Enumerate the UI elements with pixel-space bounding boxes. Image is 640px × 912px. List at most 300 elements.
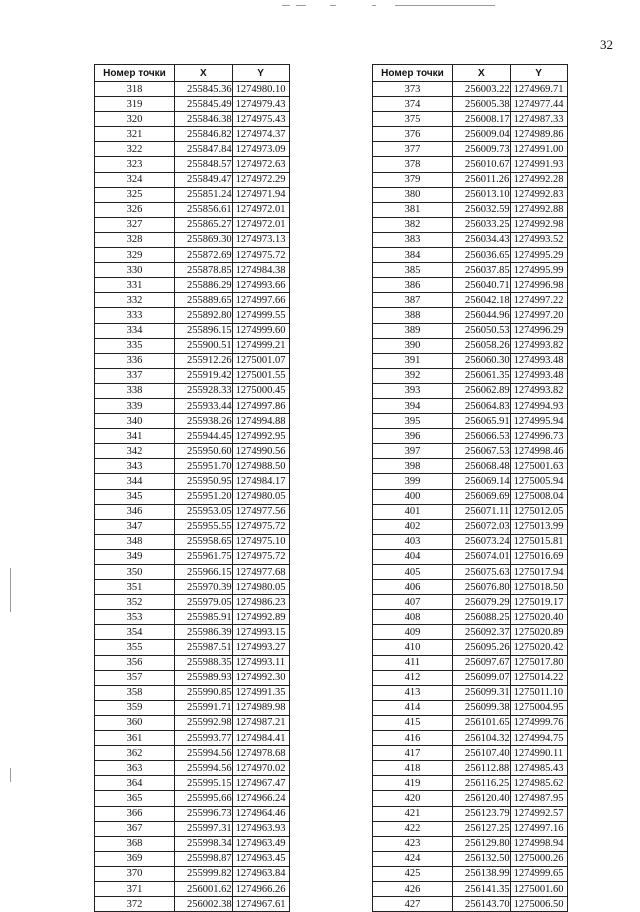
x-coordinate-cell: 256123.79 xyxy=(453,806,511,821)
table-row xyxy=(373,97,568,112)
y-coordinate-cell: 1275008.04 xyxy=(510,489,567,504)
y-coordinate-cell: 1275015.81 xyxy=(510,534,567,549)
table-row xyxy=(95,474,290,489)
y-coordinate-cell: 1274987.95 xyxy=(510,791,567,806)
point-number-cell: 390 xyxy=(373,338,453,353)
y-coordinate-cell: 1275020.89 xyxy=(510,625,567,640)
point-number-cell: 339 xyxy=(95,398,175,413)
y-coordinate-cell: 1274997.20 xyxy=(510,308,567,323)
table-row xyxy=(373,610,568,625)
table-row xyxy=(373,700,568,715)
y-coordinate-cell: 1274987.21 xyxy=(232,715,289,730)
table-row xyxy=(95,580,290,595)
y-coordinate-cell: 1274975.10 xyxy=(232,534,289,549)
y-coordinate-cell: 1274963.84 xyxy=(232,866,289,881)
point-number-cell: 401 xyxy=(373,504,453,519)
y-coordinate-cell: 1274999.76 xyxy=(510,715,567,730)
table-row xyxy=(95,248,290,263)
x-coordinate-cell: 255985.91 xyxy=(175,610,233,625)
y-coordinate-cell: 1275014.22 xyxy=(510,670,567,685)
table-row xyxy=(95,806,290,821)
point-number-cell: 385 xyxy=(373,263,453,278)
x-coordinate-cell: 255896.15 xyxy=(175,323,233,338)
point-number-cell: 408 xyxy=(373,610,453,625)
point-number-cell: 387 xyxy=(373,293,453,308)
y-coordinate-cell: 1274971.94 xyxy=(232,187,289,202)
point-number-cell: 411 xyxy=(373,655,453,670)
point-number-cell: 327 xyxy=(95,217,175,232)
table-row xyxy=(95,655,290,670)
y-coordinate-cell: 1275000.26 xyxy=(510,851,567,866)
x-coordinate-cell: 256129.80 xyxy=(453,836,511,851)
point-number-cell: 366 xyxy=(95,806,175,821)
point-number-cell: 369 xyxy=(95,851,175,866)
point-number-cell: 417 xyxy=(373,746,453,761)
table-row xyxy=(373,323,568,338)
point-number-cell: 345 xyxy=(95,489,175,504)
y-coordinate-cell: 1274972.01 xyxy=(232,217,289,232)
point-number-cell: 323 xyxy=(95,157,175,172)
x-coordinate-cell: 256040.71 xyxy=(453,278,511,293)
table-row xyxy=(95,670,290,685)
point-number-cell: 367 xyxy=(95,821,175,836)
point-number-cell: 328 xyxy=(95,232,175,247)
point-number-cell: 362 xyxy=(95,746,175,761)
table-row xyxy=(95,459,290,474)
table-row xyxy=(373,685,568,700)
point-number-cell: 399 xyxy=(373,474,453,489)
y-coordinate-cell: 1274994.75 xyxy=(510,731,567,746)
x-coordinate-cell: 255912.26 xyxy=(175,353,233,368)
x-coordinate-cell: 256099.31 xyxy=(453,685,511,700)
y-coordinate-cell: 1274966.26 xyxy=(232,881,289,896)
table-row xyxy=(373,263,568,278)
table-row xyxy=(373,851,568,866)
point-number-cell: 338 xyxy=(95,383,175,398)
x-coordinate-cell: 255953.05 xyxy=(175,504,233,519)
point-number-cell: 355 xyxy=(95,640,175,655)
x-coordinate-cell: 256092.37 xyxy=(453,625,511,640)
point-number-cell: 382 xyxy=(373,217,453,232)
x-coordinate-cell: 256034.43 xyxy=(453,232,511,247)
y-coordinate-cell: 1274994.88 xyxy=(232,414,289,429)
scan-left-margin-dash xyxy=(10,768,11,782)
y-coordinate-cell: 1274991.00 xyxy=(510,142,567,157)
y-coordinate-cell: 1275001.63 xyxy=(510,459,567,474)
table-row xyxy=(373,444,568,459)
point-number-cell: 335 xyxy=(95,338,175,353)
table-row xyxy=(373,881,568,896)
x-coordinate-cell: 255995.66 xyxy=(175,791,233,806)
point-number-cell: 365 xyxy=(95,791,175,806)
table-row xyxy=(373,580,568,595)
point-number-cell: 342 xyxy=(95,444,175,459)
x-coordinate-cell: 255998.34 xyxy=(175,836,233,851)
table-row xyxy=(373,474,568,489)
y-coordinate-cell: 1274984.38 xyxy=(232,263,289,278)
y-coordinate-cell: 1274984.41 xyxy=(232,731,289,746)
point-number-cell: 375 xyxy=(373,112,453,127)
table-row xyxy=(373,459,568,474)
x-coordinate-cell: 255848.57 xyxy=(175,157,233,172)
y-coordinate-cell: 1275001.60 xyxy=(510,881,567,896)
y-coordinate-cell: 1274963.49 xyxy=(232,836,289,851)
y-coordinate-cell: 1274992.30 xyxy=(232,670,289,685)
y-coordinate-cell: 1275020.40 xyxy=(510,610,567,625)
table-row xyxy=(95,308,290,323)
x-coordinate-cell: 256065.91 xyxy=(453,414,511,429)
point-number-cell: 354 xyxy=(95,625,175,640)
x-coordinate-cell: 255951.70 xyxy=(175,459,233,474)
point-number-cell: 392 xyxy=(373,368,453,383)
y-coordinate-cell: 1274964.46 xyxy=(232,806,289,821)
point-number-cell: 402 xyxy=(373,519,453,534)
table-row xyxy=(373,595,568,610)
point-number-cell: 403 xyxy=(373,534,453,549)
coordinates-table-left xyxy=(94,64,290,912)
y-coordinate-cell: 1274989.86 xyxy=(510,127,567,142)
x-coordinate-cell: 256097.67 xyxy=(453,655,511,670)
point-number-cell: 425 xyxy=(373,866,453,881)
y-coordinate-cell: 1274993.52 xyxy=(510,232,567,247)
table-row xyxy=(373,248,568,263)
point-number-cell: 414 xyxy=(373,700,453,715)
point-number-cell: 416 xyxy=(373,731,453,746)
table-row xyxy=(373,821,568,836)
y-coordinate-cell: 1274993.48 xyxy=(510,368,567,383)
y-coordinate-cell: 1274994.93 xyxy=(510,398,567,413)
y-coordinate-cell: 1275016.69 xyxy=(510,549,567,564)
x-coordinate-cell: 256064.83 xyxy=(453,398,511,413)
table-row xyxy=(373,112,568,127)
point-number-cell: 361 xyxy=(95,731,175,746)
x-coordinate-cell: 256079.29 xyxy=(453,595,511,610)
x-coordinate-cell: 255990.85 xyxy=(175,685,233,700)
x-coordinate-cell: 255847.84 xyxy=(175,142,233,157)
point-number-cell: 322 xyxy=(95,142,175,157)
y-coordinate-cell: 1274984.17 xyxy=(232,474,289,489)
point-number-cell: 404 xyxy=(373,549,453,564)
point-number-cell: 413 xyxy=(373,685,453,700)
point-number-cell: 398 xyxy=(373,459,453,474)
point-number-cell: 393 xyxy=(373,383,453,398)
table-row xyxy=(95,444,290,459)
point-number-cell: 396 xyxy=(373,429,453,444)
x-coordinate-cell: 255996.73 xyxy=(175,806,233,821)
table-row xyxy=(373,655,568,670)
point-number-cell: 383 xyxy=(373,232,453,247)
point-number-cell: 334 xyxy=(95,323,175,338)
point-number-cell: 412 xyxy=(373,670,453,685)
table-row xyxy=(95,504,290,519)
y-coordinate-cell: 1274997.16 xyxy=(510,821,567,836)
y-coordinate-cell: 1275017.94 xyxy=(510,565,567,580)
x-coordinate-cell: 256010.67 xyxy=(453,157,511,172)
table-row xyxy=(373,836,568,851)
table-row xyxy=(95,776,290,791)
y-coordinate-cell: 1274996.98 xyxy=(510,278,567,293)
x-coordinate-cell: 256099.38 xyxy=(453,700,511,715)
table-row xyxy=(373,127,568,142)
table-header-row xyxy=(95,65,290,82)
y-coordinate-cell: 1275013.99 xyxy=(510,519,567,534)
point-number-cell: 319 xyxy=(95,97,175,112)
y-coordinate-cell: 1274992.83 xyxy=(510,187,567,202)
x-coordinate-cell: 256062.89 xyxy=(453,383,511,398)
x-coordinate-cell: 255851.24 xyxy=(175,187,233,202)
table-row xyxy=(95,293,290,308)
y-coordinate-cell: 1274987.33 xyxy=(510,112,567,127)
point-number-cell: 395 xyxy=(373,414,453,429)
x-coordinate-cell: 255961.75 xyxy=(175,549,233,564)
table-row xyxy=(373,565,568,580)
table-row xyxy=(373,187,568,202)
x-coordinate-cell: 256033.25 xyxy=(453,217,511,232)
point-number-cell: 360 xyxy=(95,715,175,730)
y-coordinate-cell: 1274973.09 xyxy=(232,142,289,157)
y-coordinate-cell: 1274992.88 xyxy=(510,202,567,217)
table-row xyxy=(373,489,568,504)
point-number-cell: 419 xyxy=(373,776,453,791)
point-number-cell: 353 xyxy=(95,610,175,625)
point-number-cell: 324 xyxy=(95,172,175,187)
table-row xyxy=(95,383,290,398)
table-row xyxy=(95,142,290,157)
table-row xyxy=(95,851,290,866)
table-row xyxy=(95,897,290,912)
x-coordinate-cell: 255933.44 xyxy=(175,398,233,413)
y-coordinate-cell: 1275001.07 xyxy=(232,353,289,368)
point-number-cell: 349 xyxy=(95,549,175,564)
y-coordinate-cell: 1274992.98 xyxy=(510,217,567,232)
y-coordinate-cell: 1274975.72 xyxy=(232,519,289,534)
y-coordinate-cell: 1274986.23 xyxy=(232,595,289,610)
point-number-cell: 389 xyxy=(373,323,453,338)
x-coordinate-cell: 256037.85 xyxy=(453,263,511,278)
y-coordinate-cell: 1274985.43 xyxy=(510,761,567,776)
point-number-cell: 406 xyxy=(373,580,453,595)
point-number-cell: 384 xyxy=(373,248,453,263)
table-row xyxy=(95,353,290,368)
point-number-cell: 407 xyxy=(373,595,453,610)
x-coordinate-cell: 256061.35 xyxy=(453,368,511,383)
y-coordinate-cell: 1274990.11 xyxy=(510,746,567,761)
y-coordinate-cell: 1274972.63 xyxy=(232,157,289,172)
y-coordinate-cell: 1274974.37 xyxy=(232,127,289,142)
y-coordinate-cell: 1274977.68 xyxy=(232,565,289,580)
table-row xyxy=(95,761,290,776)
x-coordinate-cell: 256008.17 xyxy=(453,112,511,127)
header-y: Y xyxy=(232,65,289,82)
x-coordinate-cell: 255865.27 xyxy=(175,217,233,232)
point-number-cell: 378 xyxy=(373,157,453,172)
y-coordinate-cell: 1274989.98 xyxy=(232,700,289,715)
y-coordinate-cell: 1274991.35 xyxy=(232,685,289,700)
x-coordinate-cell: 255919.42 xyxy=(175,368,233,383)
point-number-cell: 370 xyxy=(95,866,175,881)
point-number-cell: 351 xyxy=(95,580,175,595)
x-coordinate-cell: 255938.26 xyxy=(175,414,233,429)
x-coordinate-cell: 255979.05 xyxy=(175,595,233,610)
page-number: 32 xyxy=(600,37,613,52)
point-number-cell: 357 xyxy=(95,670,175,685)
y-coordinate-cell: 1275005.94 xyxy=(510,474,567,489)
point-number-cell: 337 xyxy=(95,368,175,383)
y-coordinate-cell: 1274975.72 xyxy=(232,549,289,564)
point-number-cell: 373 xyxy=(373,82,453,97)
y-coordinate-cell: 1275020.42 xyxy=(510,640,567,655)
x-coordinate-cell: 256044.96 xyxy=(453,308,511,323)
x-coordinate-cell: 256003.22 xyxy=(453,82,511,97)
x-coordinate-cell: 255889.65 xyxy=(175,293,233,308)
table-row xyxy=(95,398,290,413)
x-coordinate-cell: 256112.88 xyxy=(453,761,511,776)
table-row xyxy=(95,338,290,353)
table-row xyxy=(373,398,568,413)
header-point-number: Номер точки xyxy=(95,65,175,82)
table-row xyxy=(95,429,290,444)
table-row xyxy=(373,806,568,821)
header-y: Y xyxy=(510,65,567,82)
table-row xyxy=(95,323,290,338)
table-row xyxy=(95,610,290,625)
y-coordinate-cell: 1274970.02 xyxy=(232,761,289,776)
header-x: X xyxy=(175,65,233,82)
y-coordinate-cell: 1274977.44 xyxy=(510,97,567,112)
y-coordinate-cell: 1274980.05 xyxy=(232,580,289,595)
x-coordinate-cell: 255999.82 xyxy=(175,866,233,881)
table-row xyxy=(95,821,290,836)
table-row xyxy=(373,217,568,232)
x-coordinate-cell: 255951.20 xyxy=(175,489,233,504)
point-number-cell: 326 xyxy=(95,202,175,217)
y-coordinate-cell: 1274993.82 xyxy=(510,383,567,398)
table-row xyxy=(373,897,568,912)
point-number-cell: 376 xyxy=(373,127,453,142)
table-row xyxy=(373,534,568,549)
table-row xyxy=(95,715,290,730)
table-row xyxy=(95,836,290,851)
point-number-cell: 333 xyxy=(95,308,175,323)
x-coordinate-cell: 256072.03 xyxy=(453,519,511,534)
point-number-cell: 388 xyxy=(373,308,453,323)
x-coordinate-cell: 255846.82 xyxy=(175,127,233,142)
table-row xyxy=(95,534,290,549)
x-coordinate-cell: 255989.93 xyxy=(175,670,233,685)
x-coordinate-cell: 256138.99 xyxy=(453,866,511,881)
x-coordinate-cell: 256066.53 xyxy=(453,429,511,444)
x-coordinate-cell: 255950.95 xyxy=(175,474,233,489)
x-coordinate-cell: 256042.18 xyxy=(453,293,511,308)
table-row xyxy=(373,640,568,655)
x-coordinate-cell: 256011.26 xyxy=(453,172,511,187)
y-coordinate-cell: 1274996.29 xyxy=(510,323,567,338)
y-coordinate-cell: 1274985.62 xyxy=(510,776,567,791)
point-number-cell: 347 xyxy=(95,519,175,534)
header-x: X xyxy=(453,65,511,82)
table-row xyxy=(373,232,568,247)
x-coordinate-cell: 256050.53 xyxy=(453,323,511,338)
x-coordinate-cell: 256120.40 xyxy=(453,791,511,806)
table-row xyxy=(95,519,290,534)
x-coordinate-cell: 256060.30 xyxy=(453,353,511,368)
table-row xyxy=(373,746,568,761)
table-row xyxy=(95,112,290,127)
x-coordinate-cell: 255997.31 xyxy=(175,821,233,836)
point-number-cell: 374 xyxy=(373,97,453,112)
x-coordinate-cell: 256013.10 xyxy=(453,187,511,202)
point-number-cell: 346 xyxy=(95,504,175,519)
point-number-cell: 381 xyxy=(373,202,453,217)
table-row xyxy=(373,278,568,293)
table-row xyxy=(95,565,290,580)
x-coordinate-cell: 256071.11 xyxy=(453,504,511,519)
y-coordinate-cell: 1274967.47 xyxy=(232,776,289,791)
point-number-cell: 325 xyxy=(95,187,175,202)
y-coordinate-cell: 1274993.66 xyxy=(232,278,289,293)
y-coordinate-cell: 1274993.48 xyxy=(510,353,567,368)
y-coordinate-cell: 1275000.45 xyxy=(232,383,289,398)
point-number-cell: 377 xyxy=(373,142,453,157)
y-coordinate-cell: 1274963.93 xyxy=(232,821,289,836)
point-number-cell: 348 xyxy=(95,534,175,549)
x-coordinate-cell: 255994.56 xyxy=(175,746,233,761)
scan-left-margin-line xyxy=(10,568,11,612)
table-row xyxy=(373,414,568,429)
table-row xyxy=(95,746,290,761)
x-coordinate-cell: 255993.77 xyxy=(175,731,233,746)
point-number-cell: 320 xyxy=(95,112,175,127)
point-number-cell: 410 xyxy=(373,640,453,655)
x-coordinate-cell: 255970.39 xyxy=(175,580,233,595)
table-row xyxy=(95,82,290,97)
y-coordinate-cell: 1274995.94 xyxy=(510,414,567,429)
point-number-cell: 371 xyxy=(95,881,175,896)
x-coordinate-cell: 256088.25 xyxy=(453,610,511,625)
x-coordinate-cell: 256101.65 xyxy=(453,715,511,730)
y-coordinate-cell: 1274969.71 xyxy=(510,82,567,97)
x-coordinate-cell: 256075.63 xyxy=(453,565,511,580)
x-coordinate-cell: 256067.53 xyxy=(453,444,511,459)
table-row xyxy=(95,157,290,172)
x-coordinate-cell: 256009.73 xyxy=(453,142,511,157)
x-coordinate-cell: 256143.70 xyxy=(453,897,511,912)
x-coordinate-cell: 255958.65 xyxy=(175,534,233,549)
y-coordinate-cell: 1275018.50 xyxy=(510,580,567,595)
point-number-cell: 332 xyxy=(95,293,175,308)
point-number-cell: 343 xyxy=(95,459,175,474)
point-number-cell: 426 xyxy=(373,881,453,896)
point-number-cell: 415 xyxy=(373,715,453,730)
table-row xyxy=(373,670,568,685)
y-coordinate-cell: 1274999.60 xyxy=(232,323,289,338)
table-row xyxy=(373,308,568,323)
x-coordinate-cell: 255994.56 xyxy=(175,761,233,776)
table-row xyxy=(373,761,568,776)
y-coordinate-cell: 1274963.45 xyxy=(232,851,289,866)
x-coordinate-cell: 256036.65 xyxy=(453,248,511,263)
y-coordinate-cell: 1274999.55 xyxy=(232,308,289,323)
x-coordinate-cell: 255928.33 xyxy=(175,383,233,398)
table-row xyxy=(95,97,290,112)
point-number-cell: 344 xyxy=(95,474,175,489)
x-coordinate-cell: 255856.61 xyxy=(175,202,233,217)
point-number-cell: 358 xyxy=(95,685,175,700)
y-coordinate-cell: 1274998.94 xyxy=(510,836,567,851)
point-number-cell: 329 xyxy=(95,248,175,263)
x-coordinate-cell: 255878.85 xyxy=(175,263,233,278)
y-coordinate-cell: 1274995.29 xyxy=(510,248,567,263)
